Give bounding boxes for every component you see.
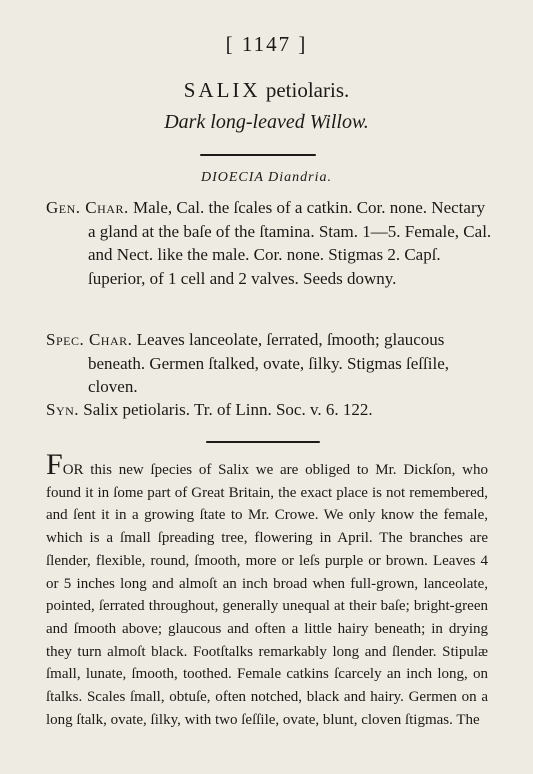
- specific-character: [46, 328, 496, 399]
- species-name: petiolaris.: [265, 78, 350, 102]
- spec-char-text: Leaves lanceolate, ſerrated, ſmooth; glaucous beneath. Germen ſtalked, ovate, ſilky. Stigmas ſeſſile, cloven.: [88, 330, 449, 396]
- synonym: [46, 398, 496, 422]
- page-number: [ 1147 ]: [225, 32, 308, 56]
- generic-character: [46, 196, 496, 290]
- description-paragraph: [46, 448, 488, 731]
- syn-text: Salix petiolaris. Tr. of Linn. Soc. v. 6. 122.: [83, 400, 373, 419]
- gen-char-text: Male, Cal. the ſcales of a catkin. Cor. none. Nectary a gland at the baſe of the ſtamina. Stam. 1—5. Female, Cal. and Nect. like the male. Cor. none. Stigmas 2. Capſ. ſuperior, of 1 cell and 2 valves. Seeds downy.: [88, 198, 492, 288]
- plant-title: [0, 78, 533, 103]
- drop-cap: F: [46, 448, 63, 481]
- genus-name: SALIX: [183, 78, 261, 102]
- divider-rule: [206, 441, 320, 443]
- common-name: Dark long-leaved Willow.: [164, 111, 369, 133]
- classification: DIOECIA Diandria.: [200, 170, 333, 185]
- divider-rule: [200, 154, 316, 156]
- spec-char-label: Spec. Char.: [46, 330, 133, 349]
- syn-label: Syn.: [46, 400, 80, 419]
- lead-word: OR: [62, 462, 84, 478]
- gen-char-label: Gen. Char.: [46, 198, 129, 217]
- description-text: this new ſpecies of Salix we are obliged to Mr. Dickſon, who found it in ſome part of Great Britain, the exact place is not remembered, and ſent it in a growing ſtate to Mr. Crowe. We only know the female, which is a ſmall ſpreading tree, flowering in April. The branches are ſlender, flexible, round, ſmooth, more or leſs purple or brown. Leaves 4 or 5 inches long and almoſt an inch broad when full-grown, lanceolate, pointed, ſerrated throughout, generally unequal at their baſe; bright-green and ſmooth above; glaucous and often a little hairy beneath; in drying they turn almoſt black. Footſtalks remarkably long and ſlender. Stipulæ ſmall, lunate, ſmooth, toothed. Female catkins ſcarcely an inch long, on ſtalks. Scales ſmall, obtuſe, often notched, black and hairy. Germen on a long ſtalk, ovate, ſilky, with two ſeſſile, ovate, blunt, cloven ſtigmas. The: [46, 462, 488, 728]
